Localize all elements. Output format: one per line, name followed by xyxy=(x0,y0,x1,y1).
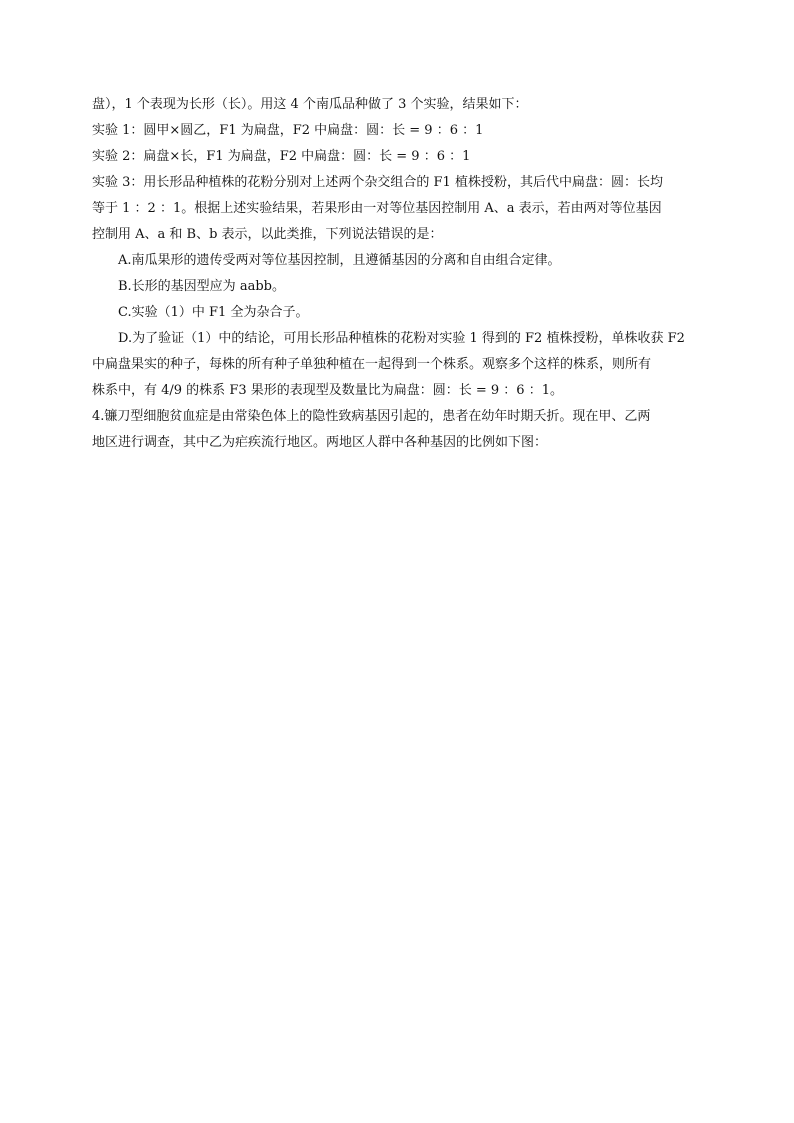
option-d-line-3: 株系中，有 4/9 的株系 F3 果形的表现型及数量比为扁盘：圆：长 = 9 ：6 ：1。 xyxy=(92,383,563,398)
option-a: A.南瓜果形的遗传受两对等位基因控制，且遵循基因的分离和自由组合定律。 xyxy=(118,253,561,268)
question-4-line-2: 地区进行调查，其中乙为疟疾流行地区。两地区人群中各种基因的比例如下图： xyxy=(92,435,548,450)
option-c: C.实验（1）中 F1 全为杂合子。 xyxy=(118,305,309,320)
paragraph-line-1: 盘），1 个表现为长形（长）。用这 4 个南瓜品种做了 3 个实验，结果如下： xyxy=(92,97,528,112)
experiment-3-line: 实验 3：用长形品种植株的花粉分别对上述两个杂交组合的 F1 植株授粉，其后代中扁盘：圆：长均 xyxy=(92,175,663,190)
question-4-line-1: 4.镰刀型细胞贫血症是由常染色体上的隐性致病基因引起的，患者在幼年时期夭折。现在甲、乙两 xyxy=(92,409,651,424)
experiment-1-line: 实验 1：圆甲×圆乙，F1 为扁盘，F2 中扁盘：圆：长 = 9 ：6 ：1 xyxy=(92,123,484,138)
document-body xyxy=(92,92,704,456)
experiment-2-line: 实验 2：扁盘×长，F1 为扁盘，F2 中扁盘：圆：长 = 9 ：6 ：1 xyxy=(92,149,471,164)
option-d-line-1: D.为了验证（1）中的结论，可用长形品种植株的花粉对实验 1 得到的 F2 植株授粉，单株收获 F2 xyxy=(118,331,685,346)
question-stem-line: 控制用 A、a 和 B、b 表示，以此类推，下列说法错误的是： xyxy=(92,227,443,242)
option-b: B.长形的基因型应为 aabb。 xyxy=(118,279,285,294)
option-d-line-2: 中扁盘果实的种子，每株的所有种子单独种植在一起得到一个株系。观察多个这样的株系，则所有 xyxy=(92,357,652,372)
experiment-3-continued-line: 等于 1 ：2 ：1。根据上述实验结果，若果形由一对等位基因控制用 A、a 表示，若由两对等位基因 xyxy=(92,201,662,216)
